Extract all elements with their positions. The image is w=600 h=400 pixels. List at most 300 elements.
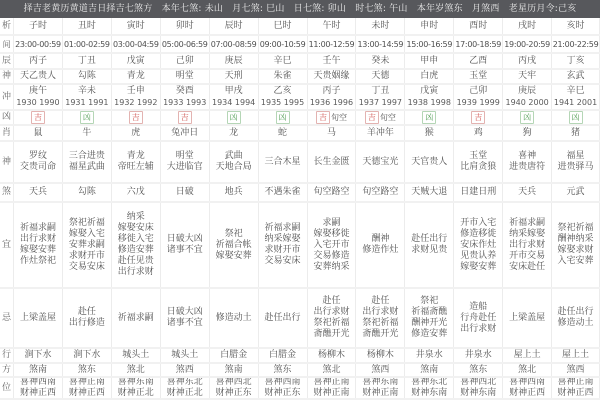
wuxing-cell: 屋上土 [551,349,600,362]
caixi-cell [13,378,62,398]
chong-cell [13,85,62,109]
shafang-cell: 煞南 [404,364,453,376]
jishen-line: 福星 [566,151,585,161]
yi-line: 纳采 [126,212,145,222]
jishen-line: 进贵唐符 [509,162,546,172]
chong-cell [258,85,307,109]
time-cell: 03:00-04:59 [111,36,160,52]
row-label-yi: 宜 [1,239,11,250]
caixi-line: 喜神东北 [166,378,203,387]
ji-line: 赴任 [322,296,341,306]
time-cell: 19:00-20:59 [502,36,551,52]
yi-line: 交易修造 [313,250,350,261]
jishen-line: 喜神 [518,151,537,161]
xiongsha-cell: 六戊 [111,184,160,201]
yi-cell [209,203,258,287]
ji-cell [355,289,404,347]
xiongsha-cell: 元武 [551,184,600,201]
caixi-cell [355,378,404,398]
time-cell: 13:00-14:59 [355,36,404,52]
inauspicious-badge: 凶 [569,111,583,124]
jishen-cell [551,142,600,182]
yi-line: 嫁娶安葬 [215,250,252,261]
shengxiao-cell: 猪 [551,126,600,140]
yi-cell [111,203,160,287]
ji-line: 修造动土 [557,318,594,328]
row-ganzhi [0,54,600,70]
ji-line: 修造安葬 [411,329,448,339]
yi-line: 求财见贵 [411,245,448,255]
jishen-line: 比肩贪狼 [460,162,497,172]
yi-line: 交易安床 [68,261,105,272]
jishen-line: 福星武曲 [68,162,105,172]
chong-cell [453,85,502,109]
yi-line: 纳采嫁娶 [509,228,546,239]
jishen-line: 长生金匮 [313,156,350,167]
jishen-line: 帝旺左辅 [117,162,154,172]
chong-line: 1934 1994 [211,98,256,107]
hour-cell: 亥时 [551,18,600,34]
hour-cell: 午时 [307,18,356,34]
chong-line: 1938 1998 [407,98,451,107]
yi-cell [258,203,307,287]
zhishen-cell: 天德 [355,70,404,83]
yi-line: 祈福求嗣 [509,217,546,228]
yi-line: 求财开市 [68,250,105,261]
inauspicious-badge: 凶 [422,111,436,124]
ji-line: 祭祀祈福 [362,318,399,328]
chong-line: 1933 1993 [163,98,207,107]
yi-line: 交易安床 [264,256,301,266]
caixi-line: 喜神东北 [411,378,448,387]
yi-line: 入宅安葬 [557,256,594,266]
wuxing-cell: 城头土 [160,349,209,362]
yi-cell [13,203,62,287]
chong-cell [404,85,453,109]
shafang-cell: 煞西 [355,364,404,376]
caixi-line: 喜神西南 [264,378,301,387]
hour-cell: 申时 [404,18,453,34]
ji-line: 祭祀祈福 [313,318,350,328]
yi-line: 赴任见贵 [117,256,154,266]
row-ji [0,289,600,349]
caixi-line: 财神正西 [19,388,56,398]
auspicious-badge: 吉 [365,111,379,124]
yi-line: 求财开市 [264,245,301,255]
ji-cell [453,289,502,347]
ji-line: 赴任出行 [557,307,594,317]
caixi-line: 财神正南 [313,388,350,398]
row-label-ganzhi: 辰 [1,55,11,66]
ji-line: 修造动土 [215,312,252,323]
shengxiao-cell: 龙 [209,126,258,140]
yi-line: 嫁娶入宅 [68,228,105,239]
shafang-cell: 煞东 [453,364,502,376]
hour-cell: 丑时 [62,18,111,34]
xiongsha-cell: 勾陈 [62,184,111,201]
wuxing-cell: 屋上土 [502,349,551,362]
row-hour [0,18,600,36]
jishen-line: 天官贵人 [411,156,448,167]
jishen-cell [62,142,111,182]
jixiong-cell [307,111,356,124]
row-yi [0,203,600,289]
ganzhi-cell: 辛巳 [258,54,307,68]
row-label-chong: 冲 [1,91,11,102]
time-cell: 07:00-08:59 [209,36,258,52]
yi-line: 祭祀 [224,228,243,239]
jishen-line: 三合木星 [264,156,301,167]
wuxing-cell: 井泉水 [404,349,453,362]
jishen-cell [355,142,404,182]
jishen-line: 三合进贵 [68,151,105,161]
jishen-line: 罗纹 [28,151,47,161]
shengxiao-cell: 鸡 [453,126,502,140]
jixiong-cell [160,111,209,124]
ji-line: 赴任 [371,296,390,306]
yi-cell [502,203,551,287]
xiongsha-cell: 天贼大退 [404,184,453,201]
shengxiao-cell: 狗 [502,126,551,140]
jishen-cell [307,142,356,182]
jishen-line: 青龙 [126,151,145,161]
chong-line: 1930 1990 [16,98,60,107]
row-chong [0,85,600,111]
ji-line: 斋醮开光 [313,329,350,339]
chong-line: 1937 1997 [358,98,402,107]
chong-line: 1931 1991 [65,98,109,107]
caixi-line: 财神正西 [557,388,594,398]
caixi-cell [551,378,600,398]
time-cell: 11:00-12:59 [307,36,356,52]
row-shafang [0,364,600,378]
caixi-line: 喜神正南 [68,378,105,387]
wuxing-cell: 杨柳木 [307,349,356,362]
jishen-cell [13,142,62,182]
jixiong-cell [355,111,404,124]
yi-line: 诸事不宜 [166,245,203,255]
caixi-line: 喜神西南 [19,378,56,387]
caixi-cell [502,378,551,398]
xiongsha-cell: 旬空路空 [355,184,404,201]
chong-line: 1935 1995 [260,98,305,107]
yi-cell [404,203,453,287]
row-label-caixi: 位 [1,382,11,393]
almanac-header-bar [0,0,600,18]
ji-line: 赴任出行 [264,312,301,323]
yi-cell [551,203,600,287]
chong-line: 己卯 [469,86,488,96]
caixi-line: 财神正西 [509,388,546,398]
caixi-line: 财神正东 [215,388,252,398]
yi-line: 求嗣 [322,217,341,228]
chong-line: 1941 2001 [553,98,598,107]
yi-line: 安床作灶 [460,239,497,250]
jixiong-cell [62,111,111,124]
jixiong-cell [453,111,502,124]
caixi-line: 喜神西北 [215,378,252,387]
badge-extra-text: 旬空 [379,113,396,122]
ganzhi-cell: 癸未 [355,54,404,68]
wuxing-cell: 白腊金 [258,349,307,362]
row-label-shengxiao: 肖 [1,127,11,138]
shengxiao-cell: 羊冲年 [355,126,404,140]
jishen-cell [160,142,209,182]
jixiong-cell [13,111,62,124]
jixiong-cell [111,111,160,124]
yi-line: 安葬求嗣 [68,239,105,250]
yi-line: 修造移徙 [460,228,497,239]
yi-line: 嫁娶安床 [117,223,154,233]
jishen-cell [502,142,551,182]
yi-line: 见贵认养 [460,250,497,261]
chong-line: 1939 1999 [456,98,500,107]
hour-cell: 戌时 [502,18,551,34]
shengxiao-cell: 虎 [111,126,160,140]
jishen-cell [404,142,453,182]
jishen-line: 明堂 [175,151,194,161]
ji-line: 祭祀 [420,296,439,306]
auspicious-badge: 吉 [316,111,330,124]
caixi-line: 喜神东南 [117,378,154,387]
shengxiao-cell: 牛 [62,126,111,140]
yi-line: 安床赴任 [509,261,546,272]
ji-cell [258,289,307,347]
xiongsha-cell: 旬空路空 [307,184,356,201]
wuxing-cell: 城头土 [111,349,160,362]
ji-line: 行舟赴任 [460,312,497,323]
ganzhi-cell: 乙酉 [453,54,502,68]
xiongsha-cell: 地兵 [209,184,258,201]
ganzhi-cell: 丁亥 [551,54,600,68]
ji-line: 上梁盖屋 [509,312,546,323]
shafang-cell: 煞东 [62,364,111,376]
chong-line: 1936 1996 [309,98,354,107]
xiongsha-cell: 天兵 [13,184,62,201]
caixi-line: 喜神西北 [460,378,497,387]
zhishen-cell: 天牢 [502,70,551,83]
caixi-cell [258,378,307,398]
row-label-time: 间 [2,39,11,49]
hour-cell: 酉时 [453,18,502,34]
chong-line: 庚午 [28,86,47,96]
ji-line: 出行求财 [313,307,350,317]
auspicious-badge: 吉 [129,111,143,124]
yi-line: 嫁娶求财 [557,245,594,255]
yi-line: 纳采嫁娶 [264,234,301,244]
wuxing-cell: 井泉水 [453,349,502,362]
ji-line: 酬神开光 [411,318,448,328]
auspicious-badge: 吉 [178,111,192,124]
inauspicious-badge: 凶 [276,111,290,124]
ji-cell [551,289,600,347]
yi-line: 酬神纳采 [557,234,594,244]
ji-line: 出行求财 [362,307,399,317]
ji-line: 祈福斋醮 [411,307,448,317]
hour-cell: 子时 [13,18,62,34]
time-cell: 05:00-06:59 [160,36,209,52]
time-cell: 17:00-18:59 [453,36,502,52]
chong-cell [111,85,160,109]
zhishen-cell: 明堂 [160,70,209,83]
caixi-line: 喜神东南 [362,378,399,387]
shafang-cell: 煞西 [160,364,209,376]
chong-cell [62,85,111,109]
yi-line: 祈福求嗣 [264,223,301,233]
ganzhi-cell: 壬午 [307,54,356,68]
ganzhi-cell: 丙戌 [502,54,551,68]
jixiong-cell [258,111,307,124]
yi-line: 开市交易 [509,250,546,261]
caixi-line: 喜神正南 [313,378,350,387]
caixi-cell [111,378,160,398]
jishen-cell [111,142,160,182]
ganzhi-cell: 甲申 [404,54,453,68]
yi-line: 酬神 [371,234,390,244]
jixiong-cell [404,111,453,124]
yi-line: 修造作灶 [362,245,399,255]
caixi-cell [453,378,502,398]
caixi-line: 财神东南 [460,388,497,398]
shafang-cell: 煞北 [307,364,356,376]
chong-cell [502,85,551,109]
time-cell: 09:00-10:59 [258,36,307,52]
shafang-cell: 煞南 [209,364,258,376]
hour-cell: 寅时 [111,18,160,34]
jishen-cell [258,142,307,182]
caixi-line: 喜神正南 [557,378,594,387]
row-label-hour: 析 [1,20,11,31]
row-jishen [0,142,600,184]
caixi-cell [160,378,209,398]
xiongsha-cell: 不遇朱雀 [258,184,307,201]
row-label-ji: 忌 [1,312,11,323]
yi-line: 出行求财 [117,267,154,277]
chong-line: 戊寅 [420,86,439,96]
chong-cell [551,85,600,109]
row-xiongsha [0,184,600,203]
ganzhi-cell: 己卯 [160,54,209,68]
jishen-line: 玉堂 [469,151,488,161]
yi-cell [453,203,502,287]
time-cell: 23:00-00:59 [13,36,62,52]
almanac-grid [0,18,600,400]
yi-line: 开市入宅 [460,217,497,228]
ji-line: 上梁盖屋 [19,312,56,323]
jishen-cell [453,142,502,182]
shengxiao-cell: 猴 [404,126,453,140]
zhishen-cell: 天乙贵人 [13,70,62,83]
ji-line: 出行修造 [68,318,105,328]
ji-line: 赴任 [77,307,96,317]
chong-line: 庚辰 [518,86,537,96]
caixi-line: 财神正北 [117,388,154,398]
zhishen-cell: 青龙 [111,70,160,83]
ji-cell [307,289,356,347]
chong-line: 丙子 [322,86,341,96]
wuxing-cell: 涧下水 [13,349,62,362]
jixiong-cell [209,111,258,124]
zhishen-cell: 天刑 [209,70,258,83]
yi-line: 作灶祭祀 [19,256,56,266]
hour-cell: 巳时 [258,18,307,34]
jishen-line: 天德宝光 [362,156,399,167]
yi-cell [355,203,404,287]
jixiong-cell [502,111,551,124]
row-zhishen [0,70,600,85]
yi-line: 祈福合帐 [215,239,252,250]
inauspicious-badge: 凶 [520,111,534,124]
caixi-line: 财神东南 [411,388,448,398]
wuxing-cell: 杨柳木 [355,349,404,362]
ji-line: 日破大凶 [166,307,203,317]
zhishen-cell: 勾陈 [62,70,111,83]
shafang-cell: 煞东 [258,364,307,376]
row-label-shafang: 方 [1,364,11,375]
xiongsha-cell: 日破 [160,184,209,201]
yi-line: 嫁娶安葬 [460,261,497,272]
row-label-xiongsha: 煞 [1,187,11,197]
caixi-line: 财神正东 [264,388,301,398]
shengxiao-cell: 鼠 [13,126,62,140]
ji-cell [502,289,551,347]
ji-cell [209,289,258,347]
caixi-cell [62,378,111,398]
inauspicious-badge: 凶 [80,111,94,124]
ji-line: 祈福求嗣 [117,312,154,323]
row-label-jixiong: 凶 [1,112,11,122]
badge-extra-text: 旬空 [330,113,347,122]
hour-cell: 未时 [355,18,404,34]
caixi-line: 财神正北 [166,388,203,398]
caixi-cell [209,378,258,398]
chong-line: 辛未 [77,86,96,96]
yi-cell [307,203,356,287]
zhishen-cell: 天贵姻缘 [307,70,356,83]
row-label-zhishen: 神 [1,71,11,81]
row-time [0,36,600,54]
yi-line: 祭祀祈福 [68,217,105,228]
inauspicious-badge: 凶 [227,111,241,124]
shengxiao-cell: 马 [307,126,356,140]
row-wuxing [0,349,600,364]
zhishen-cell: 朱雀 [258,70,307,83]
zhishen-cell: 白虎 [404,70,453,83]
shafang-cell: 煞西 [551,364,600,376]
shengxiao-cell: 蛇 [258,126,307,140]
caixi-line: 财神正西 [68,388,105,398]
auspicious-badge: 吉 [471,111,485,124]
jishen-line: 大进临官 [166,162,203,172]
ji-line: 出行求财 [460,323,497,334]
yi-line: 移徙入宅 [117,234,154,244]
shafang-cell: 煞北 [111,364,160,376]
ji-cell [160,289,209,347]
chong-cell [209,85,258,109]
yi-line: 出行求财 [19,234,56,244]
wuxing-cell: 白腊金 [209,349,258,362]
ji-cell [13,289,62,347]
ji-line: 造船 [469,301,488,312]
yi-line: 祈福求嗣 [19,223,56,233]
yi-line: 赴任出行 [411,234,448,244]
xiongsha-cell: 天兵 [502,184,551,201]
auspicious-badge: 吉 [31,111,45,124]
zhishen-cell: 玉堂 [453,70,502,83]
ganzhi-cell: 戊寅 [111,54,160,68]
ji-cell [404,289,453,347]
shafang-cell: 煞南 [13,364,62,376]
